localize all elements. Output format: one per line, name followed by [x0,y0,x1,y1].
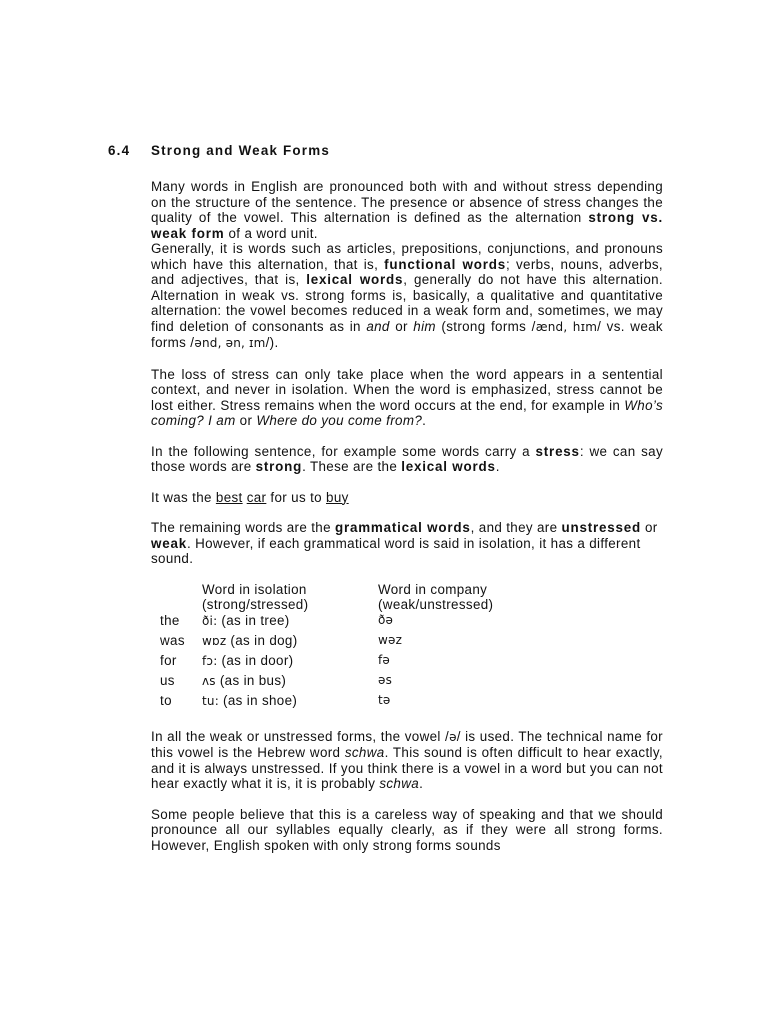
table-row [160,613,558,633]
term-lexical-words: lexical words [306,272,404,287]
term-functional-words: functional words [384,256,506,272]
word: to [160,692,172,708]
word: was [160,632,185,648]
strong-form: tu: (as in shoe) [202,692,298,708]
paragraph-functional-words: Generally, it is words such as articles, prepositions, conjunctions, and pronouns which have this alternation, that is, functional words; verbs, nouns, adverbs, and adjectives, that is, lexical words, generally do not have this alternation. Alternation in weak vs. strong forms is, basically, a qualitative and quantitative alternation: the vowel becomes reduced in a weak form and, sometimes, we may find deletion of consonants as in and or him (strong forms /ænd, hɪm/ vs. weak forms /ənd, ən, ɪm/). [151,241,663,350]
term-strong-vs-weak-form: strong vs. weak form [151,210,664,241]
strong-form: fɔ: (as in door) [202,652,294,668]
header-isolation-sub: (strong/stressed) [202,597,309,612]
weak-form: ðə [378,612,394,627]
word: for [160,652,177,668]
table-row [160,693,558,713]
word: us [160,672,175,688]
strong-weak-forms-table [160,582,558,713]
example-sentence: It was the best car for us to buy [151,489,349,505]
strong-form: ði: (as in tree) [202,612,290,628]
weak-form: tə [378,692,391,707]
table-row [160,673,558,693]
word: the [160,612,180,628]
paragraph-schwa: In all the weak or unstressed forms, the vowel /ə/ is used. The technical name for this vowel is the Hebrew word schwa. This sound is often difficult to hear exactly, and it is always unstressed. If you think there is a vowel in a word but you can not hear exactly what it is, it is probably schwa. [151,728,663,791]
weak-form: fə [378,652,391,667]
table-row [160,633,558,653]
header-company-sub: (weak/unstressed) [378,597,494,612]
section-title: Strong and Weak Forms [151,143,330,158]
paragraph-loss-of-stress: The loss of stress can only take place when the word appears in a sentential context, and never in isolation. When the word is emphasized, stress cannot be lost either. Stress remains when the word occurs at the end, for example in Who’s coming? I am or Where do you come from?. [151,366,663,428]
strong-form: wɒz (as in dog) [202,632,298,648]
section-number: 6.4 [108,143,131,158]
paragraph-strong-words: In the following sentence, for example some words carry a stress: we can say those words are strong. These are the lexical words. [151,443,663,474]
section-body [151,179,663,853]
header-isolation: Word in isolation [202,581,307,597]
weak-form: əs [378,672,393,687]
table-row [160,653,558,673]
header-company: Word in company [378,581,488,597]
paragraph-grammatical-words: The remaining words are the grammatical words, and they are unstressed or weak. However, if each grammatical word is said in isolation, it has a different sound. [151,520,658,566]
weak-form: wəz [378,632,403,647]
paragraph-careless-speaking: Some people believe that this is a careless way of speaking and that we should pronounce all our syllables equally clearly, as if they were all strong forms. However, English spoken with only strong forms sounds [151,806,663,853]
strong-form: ʌs (as in bus) [202,672,287,688]
paragraph-definition: Many words in English are pronounced both with and without stress depending on the structure of the sentence. The presence or absence of stress changes the quality of the vowel. This alternation is defined as the alternation strong vs. weak form of a word unit. [151,179,664,241]
